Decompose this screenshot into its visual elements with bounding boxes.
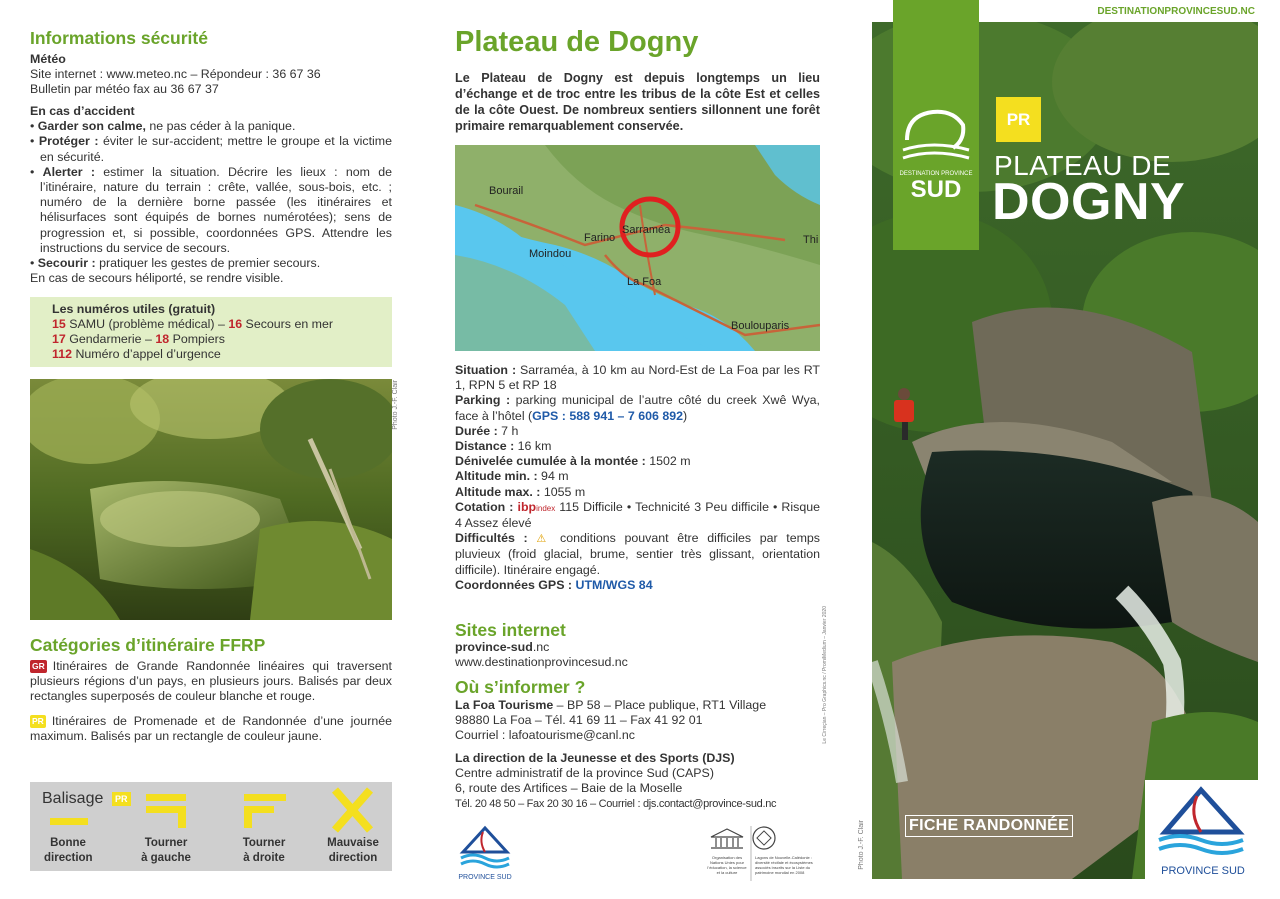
category-pr: PR Itinéraires de Promenade et de Randonnée d’une journée maximum. Balisés par un rectangle de couleur jaune.	[30, 714, 392, 744]
safety-title: Informations sécurité	[30, 28, 208, 48]
accident-item: • Garder son calme, ne pas céder à la panique.	[30, 119, 296, 134]
cover-pr-badge: PR	[996, 97, 1041, 142]
numbers-line: 15 SAMU (problème médical) – 16 Secours en mer	[52, 317, 334, 331]
svg-text:SUD: SUD	[910, 176, 962, 203]
mark-left-turn	[146, 794, 186, 828]
svg-text:PROVINCE SUD: PROVINCE SUD	[1161, 865, 1245, 877]
gr-badge: GR	[32, 661, 45, 671]
map-label: Thi	[803, 234, 819, 246]
destination-sud-tab	[893, 0, 979, 250]
detail-altitude-max: Altitude max. : 1055 m	[455, 484, 586, 499]
unesco-logos: Organisation des Nations Unies pour l’éducation, la science et la culture Lagons de Nouvelle-Calédonie : diversité récifale et écosystèmes associés inscrits sur la Liste du patrimoine mondial en 2008	[707, 823, 817, 883]
warning-icon: ⚠	[536, 533, 552, 546]
page-title: Plateau de Dogny	[455, 26, 699, 58]
info-lafoa: La Foa Tourisme – BP 58 – Place publique, RT1 Village 98880 La Foa – Tél. 41 69 11 – Fax 41 92 01 Courriel : lafoatourisme@canl.nc	[455, 698, 820, 744]
meteo-block	[30, 52, 392, 98]
website-url[interactable]: DESTINATIONPROVINCESUD.NC	[1097, 6, 1255, 17]
numbers-line: 112 Numéro d’appel d’urgence	[52, 347, 221, 362]
djs-contact: Tél. 20 48 50 – Fax 20 30 16 – Courriel : djs.contact@province-sud.nc	[455, 797, 777, 810]
accident-block	[30, 104, 392, 286]
map-label: Sarraméa	[622, 224, 671, 236]
meteo-heading: Météo	[30, 52, 66, 66]
accident-item: • Protéger : éviter le sur-accident; mettre le groupe et la victime en sécurité.	[30, 134, 393, 164]
ibp-logo: ibp	[517, 499, 537, 514]
mark-label-wrong: Mauvaise direction	[327, 837, 379, 864]
info-djs: La direction de la Jeunesse et des Sports (DJS) Centre administratif de la province Sud (CAPS) 6, route des Artifices – Baie de la Moselle Tél. 20 48 50 – Fax 20 30 16 – Courriel : djs.contact@province-sud.nc	[455, 751, 820, 812]
mark-label-right: Tourner à droite	[242, 837, 286, 864]
site-link[interactable]: province-sud.nc	[455, 640, 550, 654]
site-link[interactable]: www.destinationprovincesud.nc	[455, 655, 628, 670]
unesco-temple-icon	[711, 829, 743, 848]
meteo-line: Bulletin par météo fax au 36 67 37	[30, 82, 219, 97]
email-link[interactable]: Courriel : lafoatourisme@canl.nc	[455, 728, 635, 743]
numbers-title: Les numéros utiles (gratuit)	[52, 302, 216, 316]
mark-right-turn	[244, 794, 286, 828]
accident-item: • Alerter : estimer la situation. Décrire les lieux : nom de l’itinéraire, nature du terrain : crête, vallée, sous-bois, etc. ; numéro de la dernière borne passée (les itinéraires et hélisurfaces sont équipés de bornes numérotées); sens de progression et, si possible, coordonnées GPS. Attendre les instructions du service de secours.	[30, 164, 392, 255]
world-heritage-icon	[753, 827, 775, 849]
accident-item: • Secourir : pratiquer les gestes de premier secours.	[30, 256, 321, 271]
province-sud-logo	[455, 822, 515, 882]
detail-situation: Situation : Sarraméa, à 10 km au Nord-Est de La Foa par les RT 1, RPN 5 et RP 18	[455, 363, 821, 393]
map-label: Farino	[584, 232, 616, 244]
mark-label-straight: Bonne direction	[44, 837, 93, 864]
sites-title: Sites internet	[455, 620, 566, 640]
balisage-pr-badge: PR	[112, 792, 131, 806]
cover-photo-credit: Photo J.-F. Clair	[858, 820, 865, 870]
info-title: Où s’informer ?	[455, 677, 586, 697]
detail-difficulties: Difficultés : ⚠ conditions pouvant être difficiles par temps pluvieux (froid glacial, brume, sentier très glissant, orientation difficile). Itinéraire engagé.	[455, 531, 821, 577]
detail-gps: Coordonnées GPS : UTM/WGS 84	[455, 577, 653, 592]
detail-altitude-min: Altitude min. : 94 m	[455, 469, 569, 484]
province-sud-cover-logo	[1145, 780, 1258, 879]
destination-logo-icon	[907, 112, 963, 148]
sites-block	[455, 640, 820, 670]
balisage-panel	[30, 782, 392, 871]
mark-label-left: Tourner à gauche	[141, 837, 191, 864]
route-details	[455, 363, 820, 593]
map-label: Moindou	[529, 248, 572, 260]
detail-distance: Distance : 16 km	[455, 439, 552, 454]
intro-text: Le Plateau de Dogny est depuis longtemps un lieu d’échange et de troc entre les tribus de la côte Est et celles de la côte Ouest. De nombreux sentiers sillonnent une forêt primaire remarquablement conservée.	[455, 71, 820, 133]
accident-heading: En cas d’accident	[30, 104, 135, 118]
route-map	[455, 145, 820, 351]
mark-wrong-way	[335, 790, 370, 830]
mark-straight	[50, 818, 88, 825]
svg-text:DESTINATION PROVINCE: DESTINATION PROVINCE	[899, 171, 973, 177]
forest-creek-photo	[30, 379, 392, 620]
detail-duration: Durée : 7 h	[455, 423, 519, 438]
balisage-title: Balisage	[42, 790, 104, 807]
balisage-marks	[30, 782, 392, 837]
categories-title: Catégories d’itinéraire FFRP	[30, 635, 266, 655]
detail-parking: Parking : parking municipal de l’autre côté du creek Xwê Wya, face à l’hôtel (GPS : 588 941 – 7 606 892)	[455, 393, 820, 423]
svg-text:PROVINCE SUD: PROVINCE SUD	[458, 874, 512, 881]
detail-rating: Cotation : ibpindex 115 Difficile • Technicité 3 Peu difficile • Risque 4 Assez élevé	[455, 499, 820, 531]
meteo-line: Site internet : www.meteo.nc – Répondeur : 36 67 36	[30, 67, 321, 82]
cover-title-line2: DOGNY	[992, 173, 1186, 231]
photo-credit: Photo J.-F. Clair	[392, 380, 399, 430]
map-label: Bourail	[489, 185, 524, 197]
pr-badge: PR	[32, 716, 44, 726]
map-label: La Foa	[627, 276, 662, 288]
detail-elevation-gain: Dénivelée cumulée à la montée : 1502 m	[455, 454, 691, 469]
cover-title-line1: PLATEAU DE	[994, 150, 1172, 181]
print-credit: Le Cirreçian – Pro Graphics.nc / PromiMedium – Janvier 2020	[822, 606, 828, 744]
useful-numbers-box	[30, 297, 392, 367]
heliport-note: En cas de secours héliporté, se rendre visible.	[30, 271, 284, 286]
numbers-line: 17 Gendarmerie – 18 Pompiers	[52, 332, 225, 347]
category-gr: GR Itinéraires de Grande Randonnée linéaires qui traversent plusieurs régions d’un pays, en plusieurs jours. Balisés par deux rectangles superposés de couleur blanche et rouge.	[30, 659, 392, 704]
map-label: Boulouparis	[731, 320, 790, 332]
fiche-randonnee-label: FICHE RANDONNÉE	[905, 815, 1073, 837]
